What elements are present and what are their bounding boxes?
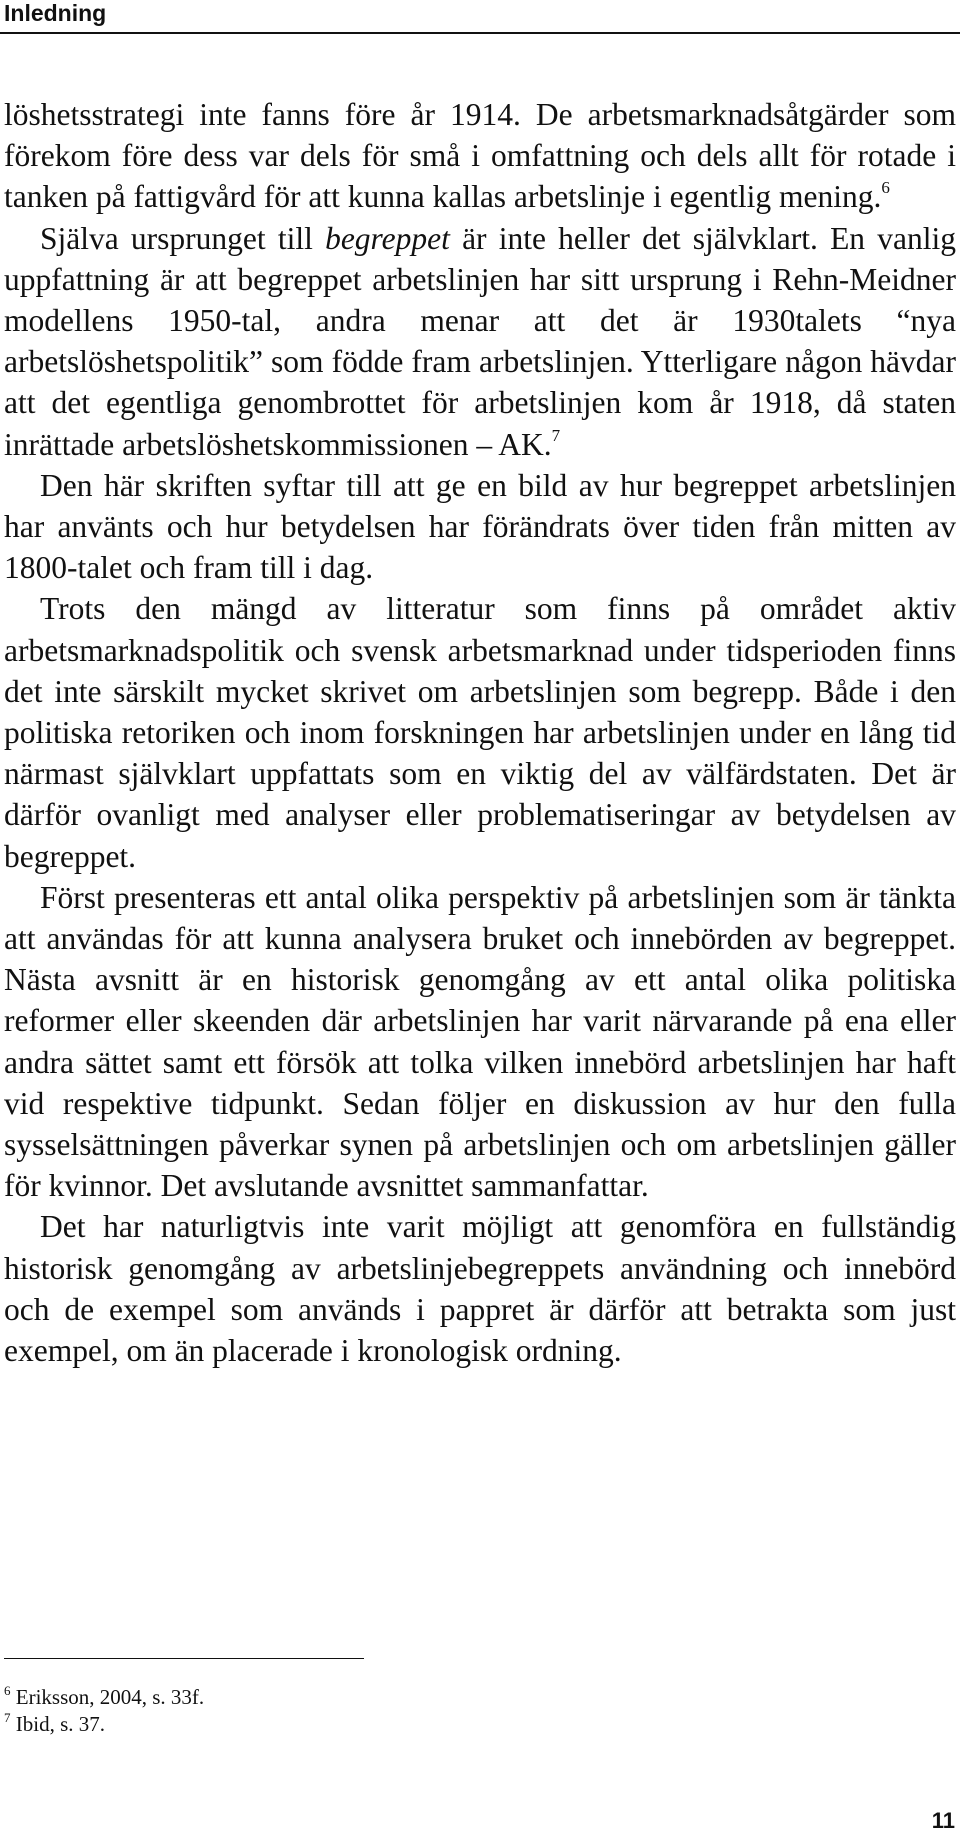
paragraph-5: Först presenteras ett antal olika perspektiv på arbetslinjen som är tänkta att användas för att kunna analysera bruket och innebörden av begreppet. Nästa avsnitt är en historisk genomgång av ett antal olika politiska reformer eller skeenden där arbetslinjen har varit närvarande på ena eller andra sättet samt ett försök att tolka vilken innebörd arbetslinjen har haft vid respektive tidpunkt. Sedan följer en diskussion av hur den fulla sysselsättningen påverkar synen på arbetslinjen och om arbetslinjen gäller för kvinnor. Det avslutande avsnittet sammanfattar.	[4, 879, 956, 1204]
footnote-rule	[4, 1658, 364, 1659]
paragraph-2	[4, 218, 956, 465]
footnote-number: 7	[4, 1710, 11, 1725]
body-text	[4, 94, 956, 1371]
footnote-text: Eriksson, 2004, s. 33f.	[15, 1685, 205, 1709]
footnote-ref-7[interactable]: 7	[551, 425, 561, 445]
page-number: 11	[931, 1808, 955, 1833]
footnote-ref-6[interactable]: 6	[881, 178, 890, 198]
paragraph-6: Det har naturligtvis inte varit möjligt att genomföra en fullständig historisk genomgång av arbetslinjebegreppets användning och innebörd och de exempel som används i pappret är därför att betrakta som just exempel, om än placerade i kronologisk ordning.	[4, 1209, 956, 1369]
footnote-text: Ibid, s. 37.	[15, 1712, 105, 1736]
paragraph-4: Trots den mängd av litteratur som finns på området aktiv arbetsmarknadspolitik och svensk arbetsmarknad under tidsperioden finns det inte särskilt mycket skrivet om arbetslinjen som begrepp. Både i den politiska retoriken och inom forskningen har arbetslinjen under en lång tid närmast självklart uppfattats som en viktig del av välfärdstaten. Det är därför ovanligt med analyser eller problematiseringar av betydelsen av begreppet.	[4, 591, 956, 874]
paragraph-2-text-start: Själva ursprunget till	[40, 220, 326, 256]
paragraph-1	[4, 94, 956, 218]
paragraph-2-text-end: är inte heller det självklart. En vanlig uppfattning är att begreppet arbetslinjen har sitt ursprung i Rehn-Meidner modellens 1950-tal, andra menar att det är 1930talets “nya arbetslöshetspolitik” som födde fram arbetslinjen. Ytterligare någon hävdar att det egentliga genombrottet för arbetslinjen kom år 1918, då staten inrättade arbetslöshetskommissionen – AK.	[4, 220, 956, 462]
running-header: Inledning	[4, 0, 107, 26]
footnote-7	[4, 1711, 204, 1738]
footnote-number: 6	[4, 1683, 11, 1698]
footnote-6	[4, 1684, 204, 1711]
paragraph-1-text: löshetsstrategi inte fanns före år 1914. De arbetsmarknadsåtgärder som förekom före dess var dels för små i omfattning och dels allt för rotade i tanken på fattigvård för att kunna kallas arbetslinje i egentlig mening.	[4, 97, 956, 215]
footnotes	[4, 1684, 204, 1738]
paragraph-3: Den här skriften syftar till att ge en bild av hur begreppet arbetslinjen har använts och hur betydelsen har förändrats över tiden från mitten av 1800-talet och fram till i dag.	[4, 467, 956, 586]
emphasized-term: begreppet	[325, 220, 450, 256]
header-rule	[0, 32, 960, 34]
